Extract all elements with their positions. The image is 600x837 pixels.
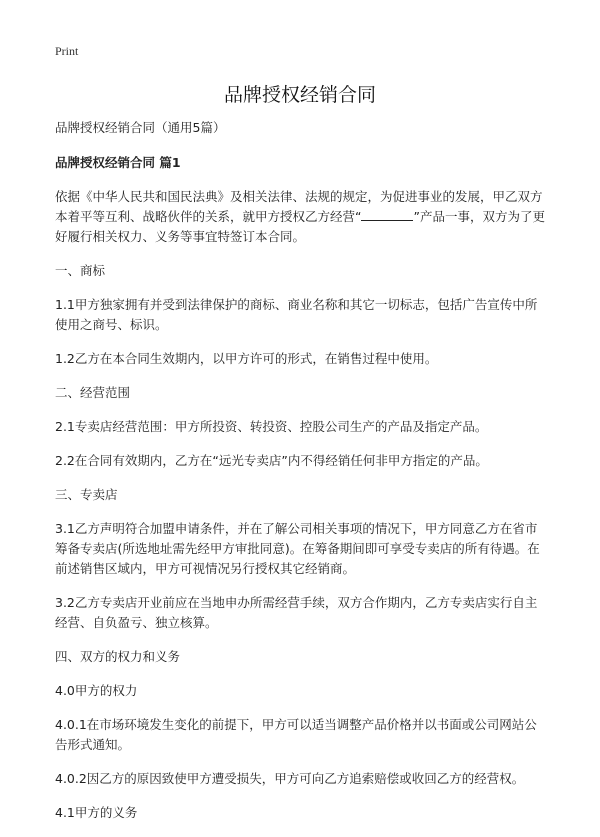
clause-4-0-2: 4.0.2因乙方的原因致使甲方遭受损失，甲方可向乙方追索赔偿或收回乙方的经营权。 xyxy=(55,771,525,786)
clause-3-1: 3.1乙方声明符合加盟申请条件，并在了解公司相关事项的情况下，甲方同意乙方在省市筹备专卖店(所选地址需先经甲方审批同意)。在筹备期间即可享受专卖店的所有待遇。在前述销售区域内，甲方可视情况另行授权其它经销商。 xyxy=(55,521,540,576)
article-heading-store: 三、专卖店 xyxy=(55,487,118,502)
document-title: 品牌授权经销合同 xyxy=(223,84,376,106)
clause-2-2: 2.2在合同有效期内，乙方在“远光专卖店”内不得经销任何非甲方指定的产品。 xyxy=(55,453,488,468)
article-heading-trademark: 一、商标 xyxy=(55,263,106,278)
clause-4-0-1: 4.0.1在市场环境发生变化的前提下，甲方可以适当调整产品价格并以书面或公司网站公告形式通知。 xyxy=(55,717,537,752)
article-heading-rights: 四、双方的权力和义务 xyxy=(55,649,181,664)
blank-underline xyxy=(361,207,413,221)
preamble-paragraph xyxy=(55,187,547,247)
document-subtitle: 品牌授权经销合同（通用5篇） xyxy=(55,120,226,135)
clause-4-1: 4.1甲方的义务 xyxy=(55,805,138,820)
clause-2-1: 2.1专卖店经营范围：甲方所投资、转投资、控股公司生产的产品及指定产品。 xyxy=(55,419,488,434)
clause-1-1: 1.1甲方独家拥有并受到法律保护的商标、商业名称和其它一切标志，包括广告宣传中所使用之商号、标识。 xyxy=(55,297,538,332)
section-heading: 品牌授权经销合同 篇1 xyxy=(55,155,181,170)
preamble-text-part2: ”产品一事，双方为了更好履行相关权力、义务等事宜特签订本合同。 xyxy=(55,209,545,244)
clause-3-2: 3.2乙方专卖店开业前应在当地申办所需经营手续，双方合作期内，乙方专卖店实行自主经营、自负盈亏、独立核算。 xyxy=(55,595,538,630)
clause-1-2: 1.2乙方在本合同生效期内，以甲方许可的形式，在销售过程中使用。 xyxy=(55,351,438,366)
preamble-text-part1: 依据《中华人民共和国民法典》及相关法律、法规的规定，为促进事业的发展，甲乙双方本着平等互利、战略伙伴的关系，就甲方授权乙方经营“ xyxy=(55,189,543,224)
article-heading-scope: 二、经营范围 xyxy=(55,385,131,400)
clause-4-0: 4.0甲方的权力 xyxy=(55,683,138,698)
document-body xyxy=(55,118,547,837)
print-label: Print xyxy=(55,44,79,58)
